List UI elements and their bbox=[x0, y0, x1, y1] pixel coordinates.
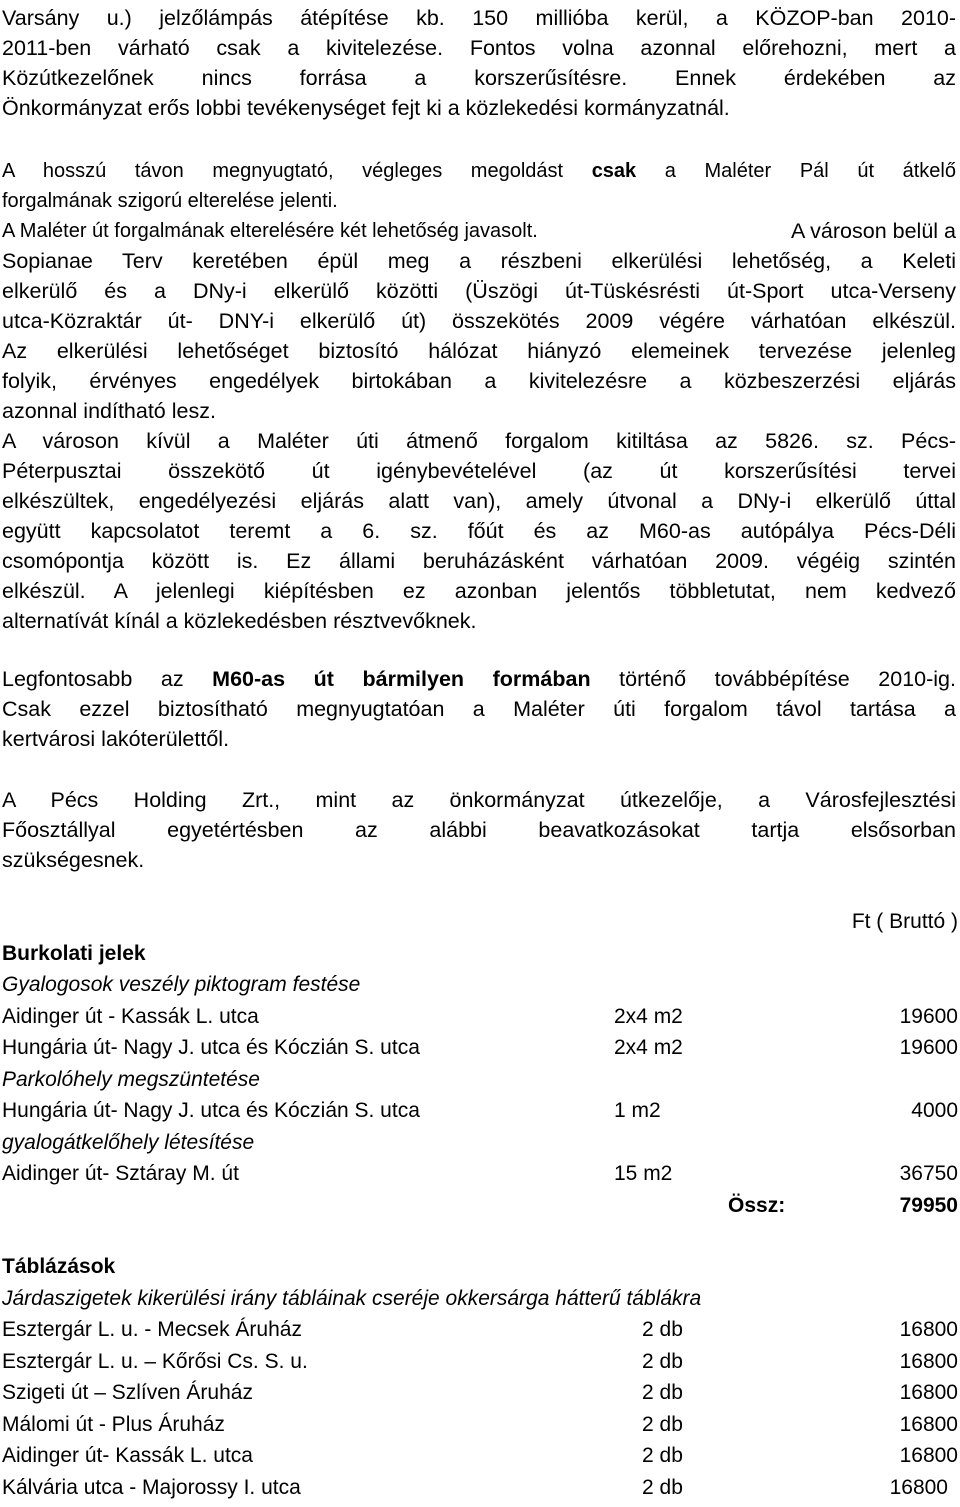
text-line: A városon belül a bbox=[791, 219, 956, 243]
cost-table bbox=[2, 906, 958, 1221]
text-line: Az elkerülési lehetőséget biztosító hálózat hiányzó elemeinek tervezése jelenleg bbox=[2, 339, 956, 363]
text-line: alternatívát kínál a közlekedésben résztvevőknek. bbox=[2, 609, 477, 633]
bold-text: csak bbox=[591, 160, 637, 182]
text-line: együtt kapcsolatot teremt a 6. sz. főút és az M60-as autópálya Pécs-Déli bbox=[2, 519, 956, 543]
table-row bbox=[2, 1001, 958, 1033]
table-row bbox=[2, 1440, 958, 1472]
cost-cell: 16800 bbox=[899, 1381, 958, 1404]
place-cell: Aidinger út - Kassák L. utca bbox=[2, 1004, 259, 1028]
qty-cell: 2x4 m2 bbox=[614, 1036, 683, 1059]
total-row bbox=[2, 1190, 958, 1222]
cost-cell: 19600 bbox=[899, 1004, 958, 1028]
cost-cell: 19600 bbox=[899, 1036, 958, 1059]
text-line: elkészül. A jelenlegi kiépítésben ez azonban jelentős többletutat, nem kedvező bbox=[2, 579, 956, 603]
place-cell: Hungária út- Nagy J. utca és Kóczián S. utca bbox=[2, 1036, 420, 1059]
text-line: forgalmának szigorú elterelése jelenti. bbox=[2, 190, 338, 212]
place-cell: Hungária út- Nagy J. utca és Kóczián S. utca bbox=[2, 1099, 420, 1122]
table-row bbox=[2, 1472, 958, 1504]
qty-cell: 2 db bbox=[642, 1349, 683, 1373]
text-line: elkészültek, engedélyezési eljárás alatt van), amely útvonal a DNy-i elkerülő úttal bbox=[2, 489, 956, 513]
qty-cell: 2x4 m2 bbox=[614, 1004, 683, 1028]
unit-header-row bbox=[2, 906, 958, 938]
qty-cell: 2 db bbox=[642, 1475, 683, 1499]
text-span: A hosszú távon megnyugtató, végleges megoldást bbox=[2, 160, 592, 182]
text-line: utca-Közraktár út- DNY-i elkerülő út) összekötés 2009 végére várhatóan elkészül. bbox=[2, 309, 956, 333]
text-span: történő továbbépítése 2010-ig. bbox=[590, 667, 956, 691]
text-line bbox=[2, 156, 956, 186]
text-line: csomópontja között is. Ez állami beruházásként várhatóan 2009. végéig szintén bbox=[2, 549, 956, 573]
cost-cell: 36750 bbox=[899, 1162, 958, 1185]
qty-cell: 2 db bbox=[642, 1381, 683, 1404]
place-cell: Esztergár L. u. - Mecsek Áruház bbox=[2, 1318, 302, 1341]
cost-cell: 4000 bbox=[911, 1099, 958, 1122]
place-cell: Málomi út - Plus Áruház bbox=[2, 1412, 225, 1436]
text-line: A Maléter út forgalmának elterelésére két lehetőség javasolt. bbox=[2, 220, 538, 242]
qty-cell: 2 db bbox=[642, 1412, 683, 1436]
cost-cell: 16800 bbox=[899, 1349, 958, 1373]
table-row bbox=[2, 1032, 958, 1064]
text-line: Csak ezzel biztosítható megnyugtatóan a Maléter úti forgalom távol tartása a bbox=[2, 697, 956, 721]
text-line: A városon kívül a Maléter úti átmenő forgalom kitiltása az 5826. sz. Pécs- bbox=[2, 429, 956, 453]
paragraph-1 bbox=[2, 3, 956, 123]
table-row bbox=[2, 1377, 958, 1409]
cost-cell: 16800 bbox=[899, 1444, 958, 1467]
text-line: szükségesnek. bbox=[2, 848, 145, 872]
qty-cell: 2 db bbox=[642, 1318, 683, 1341]
table-row bbox=[2, 1095, 958, 1127]
total-value: 79950 bbox=[899, 1193, 958, 1217]
place-cell: Aidinger út- Kassák L. utca bbox=[2, 1444, 253, 1467]
table-row bbox=[2, 1409, 958, 1441]
text-line: kertvárosi lakóterülettől. bbox=[2, 727, 230, 751]
table-row bbox=[2, 1158, 958, 1190]
signage-table bbox=[2, 1251, 958, 1503]
group-subtitle: Járdaszigetek kikerülési irány tábláinak cseréje okkersárga hátterű táblákra bbox=[2, 1286, 702, 1310]
text-line: Varsány u.) jelzőlámpás átépítése kb. 150 millióba kerül, a KÖZOP-ban 2010- bbox=[2, 6, 956, 30]
paragraph-5 bbox=[2, 785, 956, 875]
paragraph-3 bbox=[2, 216, 956, 636]
place-cell: Kálvária utca - Majorossy I. utca bbox=[2, 1475, 301, 1499]
text-line: elkerülő és a DNy-i elkerülő közötti (Üszögi út-Tüskésrésti út-Sport utca-Verseny bbox=[2, 279, 956, 303]
group-subtitle: Gyalogosok veszély piktogram festése bbox=[2, 973, 361, 996]
bold-text: M60-as út bármilyen formában bbox=[212, 667, 591, 691]
group-subtitle: Parkolóhely megszüntetése bbox=[2, 1067, 260, 1091]
place-cell: Szigeti út – Szlíven Áruház bbox=[2, 1381, 253, 1404]
text-line: Önkormányzat erős lobbi tevékenységet fejt ki a közlekedési kormányzatnál. bbox=[2, 96, 730, 120]
qty-cell: 1 m2 bbox=[614, 1099, 661, 1122]
place-cell: Aidinger út- Sztáray M. út bbox=[2, 1162, 239, 1185]
text-span: Legfontosabb az bbox=[2, 667, 213, 691]
text-line bbox=[2, 664, 956, 694]
section-title: Burkolati jelek bbox=[2, 941, 146, 965]
text-line: Közútkezelőnek nincs forrása a korszerűsítésre. Ennek érdekében az bbox=[2, 66, 956, 90]
text-line: folyik, érvényes engedélyek birtokában a kivitelezésre a közbeszerzési eljárás bbox=[2, 369, 956, 393]
table-row bbox=[2, 1346, 958, 1378]
cost-cell: 16800 bbox=[889, 1475, 948, 1499]
place-cell: Esztergár L. u. – Kőrősi Cs. S. u. bbox=[2, 1349, 308, 1373]
text-span: a Maléter Pál út átkelő bbox=[636, 160, 956, 182]
text-line: 2011-ben várható csak a kivitelezése. Fontos volna azonnal előrehozni, mert a bbox=[2, 36, 956, 60]
group-subtitle: gyalogátkelőhely létesítése bbox=[2, 1130, 255, 1154]
text-line: Főosztállyal egyetértésben az alábbi beavatkozásokat tartja elsősorban bbox=[2, 818, 956, 842]
qty-cell: 15 m2 bbox=[614, 1162, 673, 1185]
cost-cell: 16800 bbox=[899, 1412, 958, 1436]
text-line: Sopianae Terv keretében épül meg a részbeni elkerülési lehetőség, a Keleti bbox=[2, 249, 956, 273]
total-label: Össz: bbox=[728, 1193, 786, 1217]
paragraph-4 bbox=[2, 664, 956, 754]
text-line: Péterpusztai összekötő út igénybevételével (az út korszerűsítési tervei bbox=[2, 459, 956, 483]
table-row bbox=[2, 1314, 958, 1346]
unit-header: Ft ( Bruttó ) bbox=[851, 910, 958, 933]
text-line: azonnal indítható lesz. bbox=[2, 399, 216, 423]
cost-cell: 16800 bbox=[899, 1318, 958, 1341]
qty-cell: 2 db bbox=[642, 1444, 683, 1467]
text-line: A Pécs Holding Zrt., mint az önkormányzat útkezelője, a Városfejlesztési bbox=[2, 788, 956, 812]
section-title: Táblázások bbox=[2, 1255, 116, 1278]
